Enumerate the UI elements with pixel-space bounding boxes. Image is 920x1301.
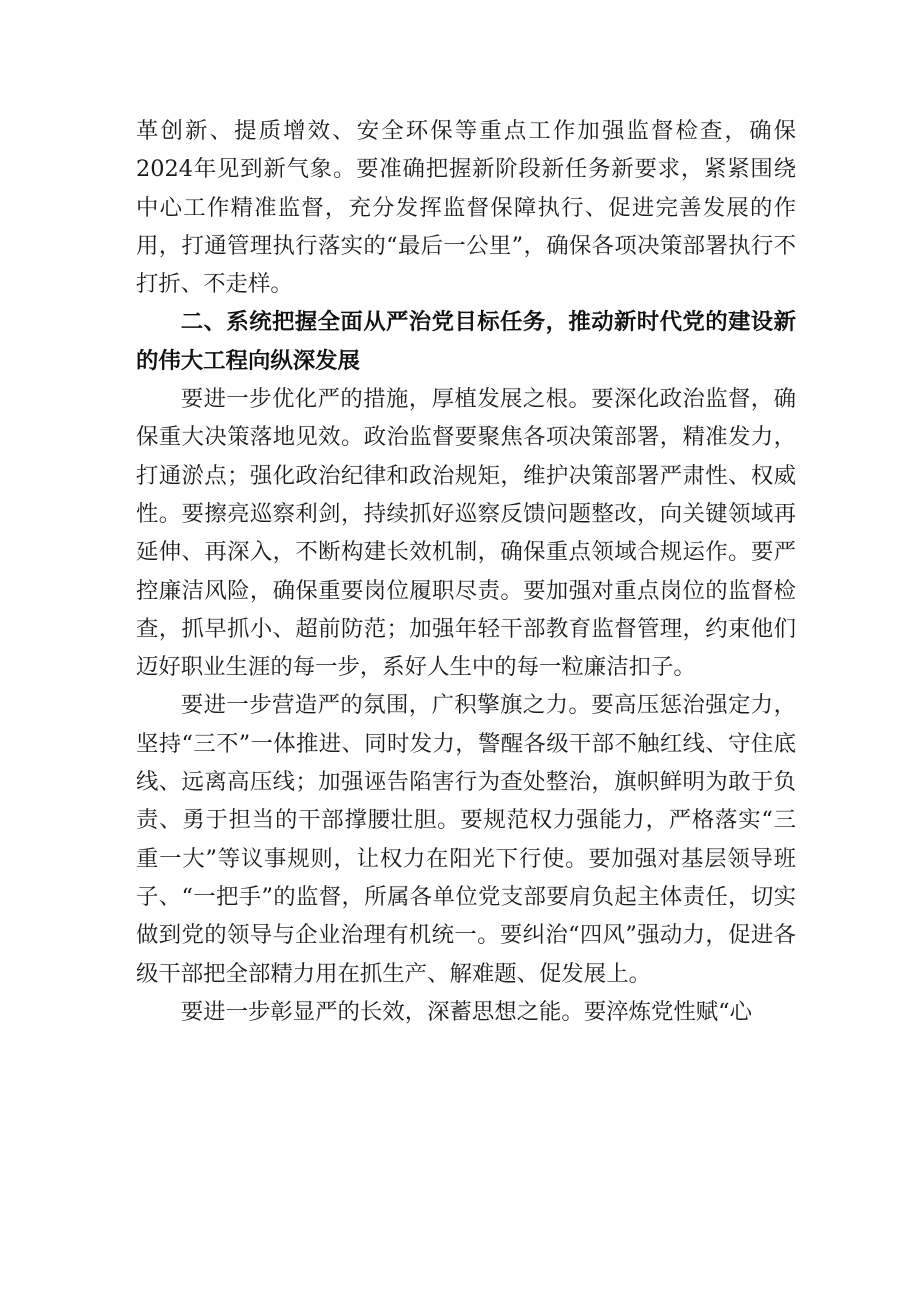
paragraph-long-term-effect: 要进一步彰显严的长效，深蓄思想之能。要淬炼党性赋“心 (180, 998, 753, 1025)
paragraph-optimize-measures: 要进一步优化严的措施，厚植发展之根。要深化政治监督，确保重大决策落地见效。政治监督要聚焦各项决策部署，精准发力，打通淤点；强化政治纪律和政治规矩，维护决策部署严肃性、权威性。要擦亮巡察利剑，持续抓好巡察反馈问题整改，向关键领域再延伸、再深入，不断构建长效机制，确保重点领域合规运作。要严控廉洁风险，确保重要岗位履职尽责。要加强对重点岗位的监督检查，抓早抓小、超前防范；加强年轻干部教育监督管理，约束他们迈好职业生涯的每一步，系好人生中的每一粒廉洁扣子。 (136, 386, 796, 681)
paragraph-continuation: 革创新、提质增效、安全环保等重点工作加强监督检查，确保2024年见到新气象。要准确把握新阶段新任务新要求，紧紧围绕中心工作精准监督，充分发挥监督保障执行、促进完善发展的作用，打通管理执行落实的“最后一公里”，确保各项决策部署执行不打折、不走样。 (136, 118, 796, 298)
section-heading: 二、系统把握全面从严治党目标任务，推动新时代党的建设新的伟大工程向纵深发展 (136, 309, 796, 374)
paragraph-create-atmosphere: 要进一步营造严的氛围，广积擎旗之力。要高压惩治强定力，坚持“三不”一体推进、同时发力，警醒各级干部不触红线、守住底线、远离高压线；加强诬告陷害行为查处整治，旗帜鲜明为敢于负责、勇于担当的干部撑腰壮胆。要规范权力强能力，严格落实“三重一大”等议事规则，让权力在阳光下行使。要加强对基层领导班子、“一把手”的监督，所属各单位党支部要肩负起主体责任，切实做到党的领导与企业治理有机统一。要纠治“四风”强动力，促进各级干部把全部精力用在抓生产、解难题、促发展上。 (136, 692, 796, 987)
document-body (136, 112, 796, 1031)
